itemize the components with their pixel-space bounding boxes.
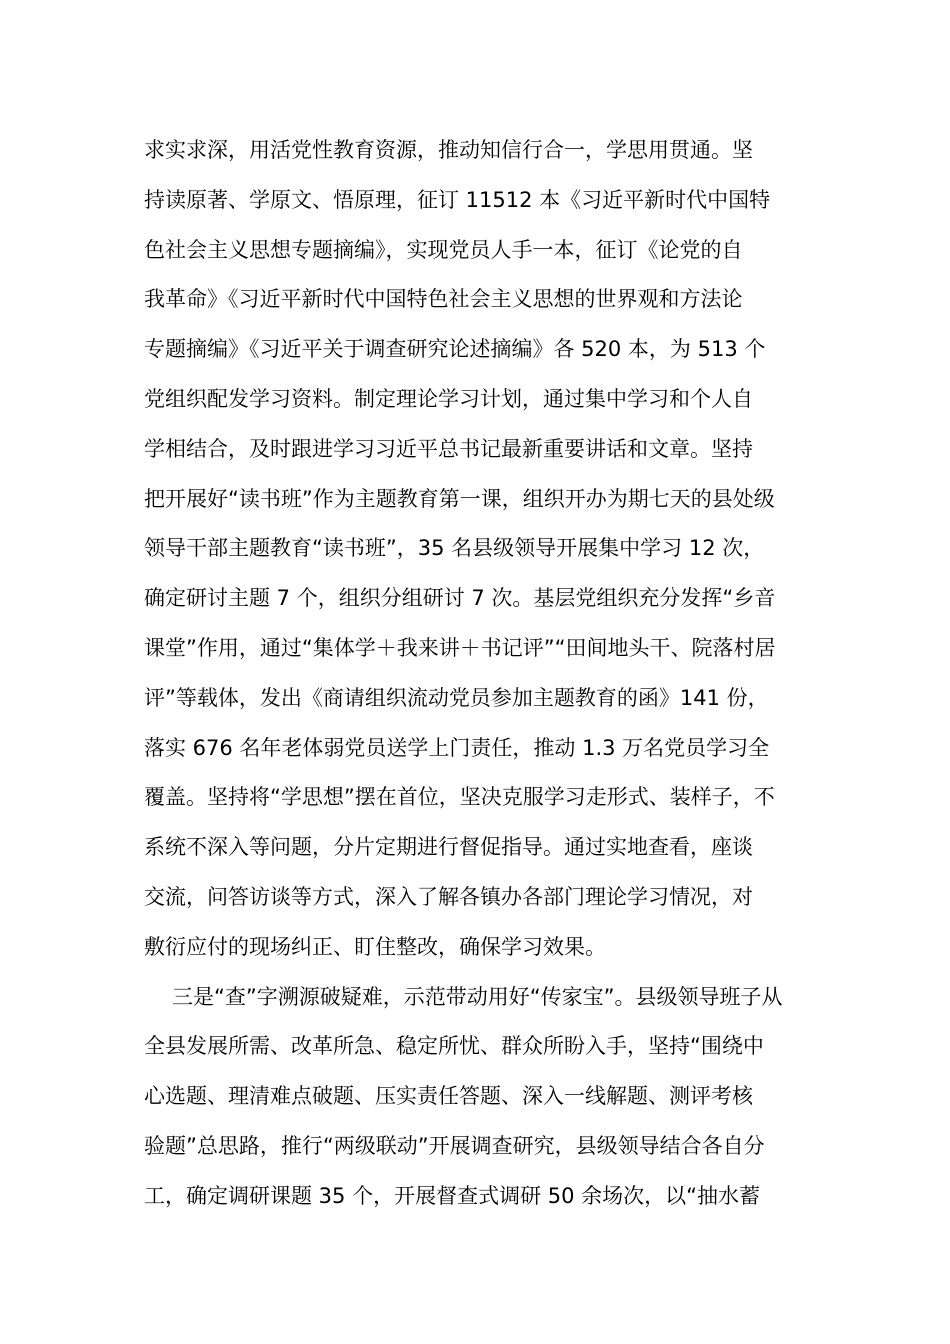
text-line: 学相结合，及时跟进学习习近平总书记最新重要讲话和文章。坚持: [144, 436, 753, 461]
text-line: 我革命》《习近平新时代中国特色社会主义思想的世界观和方法论: [144, 287, 743, 312]
text-line: 心选题、理清难点破题、压实责任答题、深入一线解题、测评考核: [144, 1084, 753, 1109]
text-line: 工，确定调研课题 35 个，开展督查式调研 50 余场次，以“抽水蓄: [144, 1183, 761, 1208]
text-line: 领导干部主题教育“读书班”，35 名县级领导开展集中学习 12 次，: [144, 536, 765, 561]
text-line: 系统不深入等问题，分片定期进行督促指导。通过实地查看，座谈: [144, 835, 753, 860]
text-line: 把开展好“读书班”作为主题教育第一课，组织开办为期七天的县处级: [144, 486, 775, 511]
text-line: 色社会主义思想专题摘编》，实现党员人手一本，征订《论党的自: [144, 237, 743, 262]
text-line: 交流，问答访谈等方式，深入了解各镇办各部门理论学习情况，对: [144, 884, 753, 909]
text-line: 落实 676 名年老体弱党员送学上门责任，推动 1.3 万名党员学习全: [144, 735, 770, 760]
text-line: 党组织配发学习资料。制定理论学习计划，通过集中学习和个人自: [144, 386, 753, 411]
text-line: 专题摘编》《习近平关于调查研究论述摘编》各 520 本，为 513 个: [144, 337, 766, 362]
text-line: 敷衍应付的现场纠正、盯住整改，确保学习效果。: [144, 934, 606, 959]
text-line: 评”等载体，发出《商请组织流动党员参加主题教育的函》141 份，: [144, 685, 769, 710]
text-line: 全县发展所需、改革所急、稳定所忧、群众所盼入手，坚持“围绕中: [144, 1034, 764, 1059]
text-line: 求实求深，用活党性教育资源，推动知信行合一，学思用贯通。坚: [144, 138, 753, 162]
text-line: 持读原著、学原文、悟原理，征订 11512 本《习近平新时代中国特: [144, 187, 771, 212]
text-line: 确定研讨主题 7 个，组织分组研讨 7 次。基层党组织充分发挥“乡音: [144, 586, 776, 611]
text-line: 课堂”作用，通过“集体学＋我来讲＋书记评”“田间地头干、院落村居: [144, 635, 776, 660]
body-text: [144, 126, 808, 1222]
text-line: 验题”总思路，推行“两级联动”开展调查研究，县级领导结合各自分: [144, 1133, 765, 1158]
paragraph-start-line: 三是“查”字溯源破疑难，示范带动用好“传家宝”。县级领导班子从: [172, 984, 783, 1009]
text-line: 覆盖。坚持将“学思想”摆在首位，坚决克服学习走形式、装样子，不: [144, 785, 775, 810]
